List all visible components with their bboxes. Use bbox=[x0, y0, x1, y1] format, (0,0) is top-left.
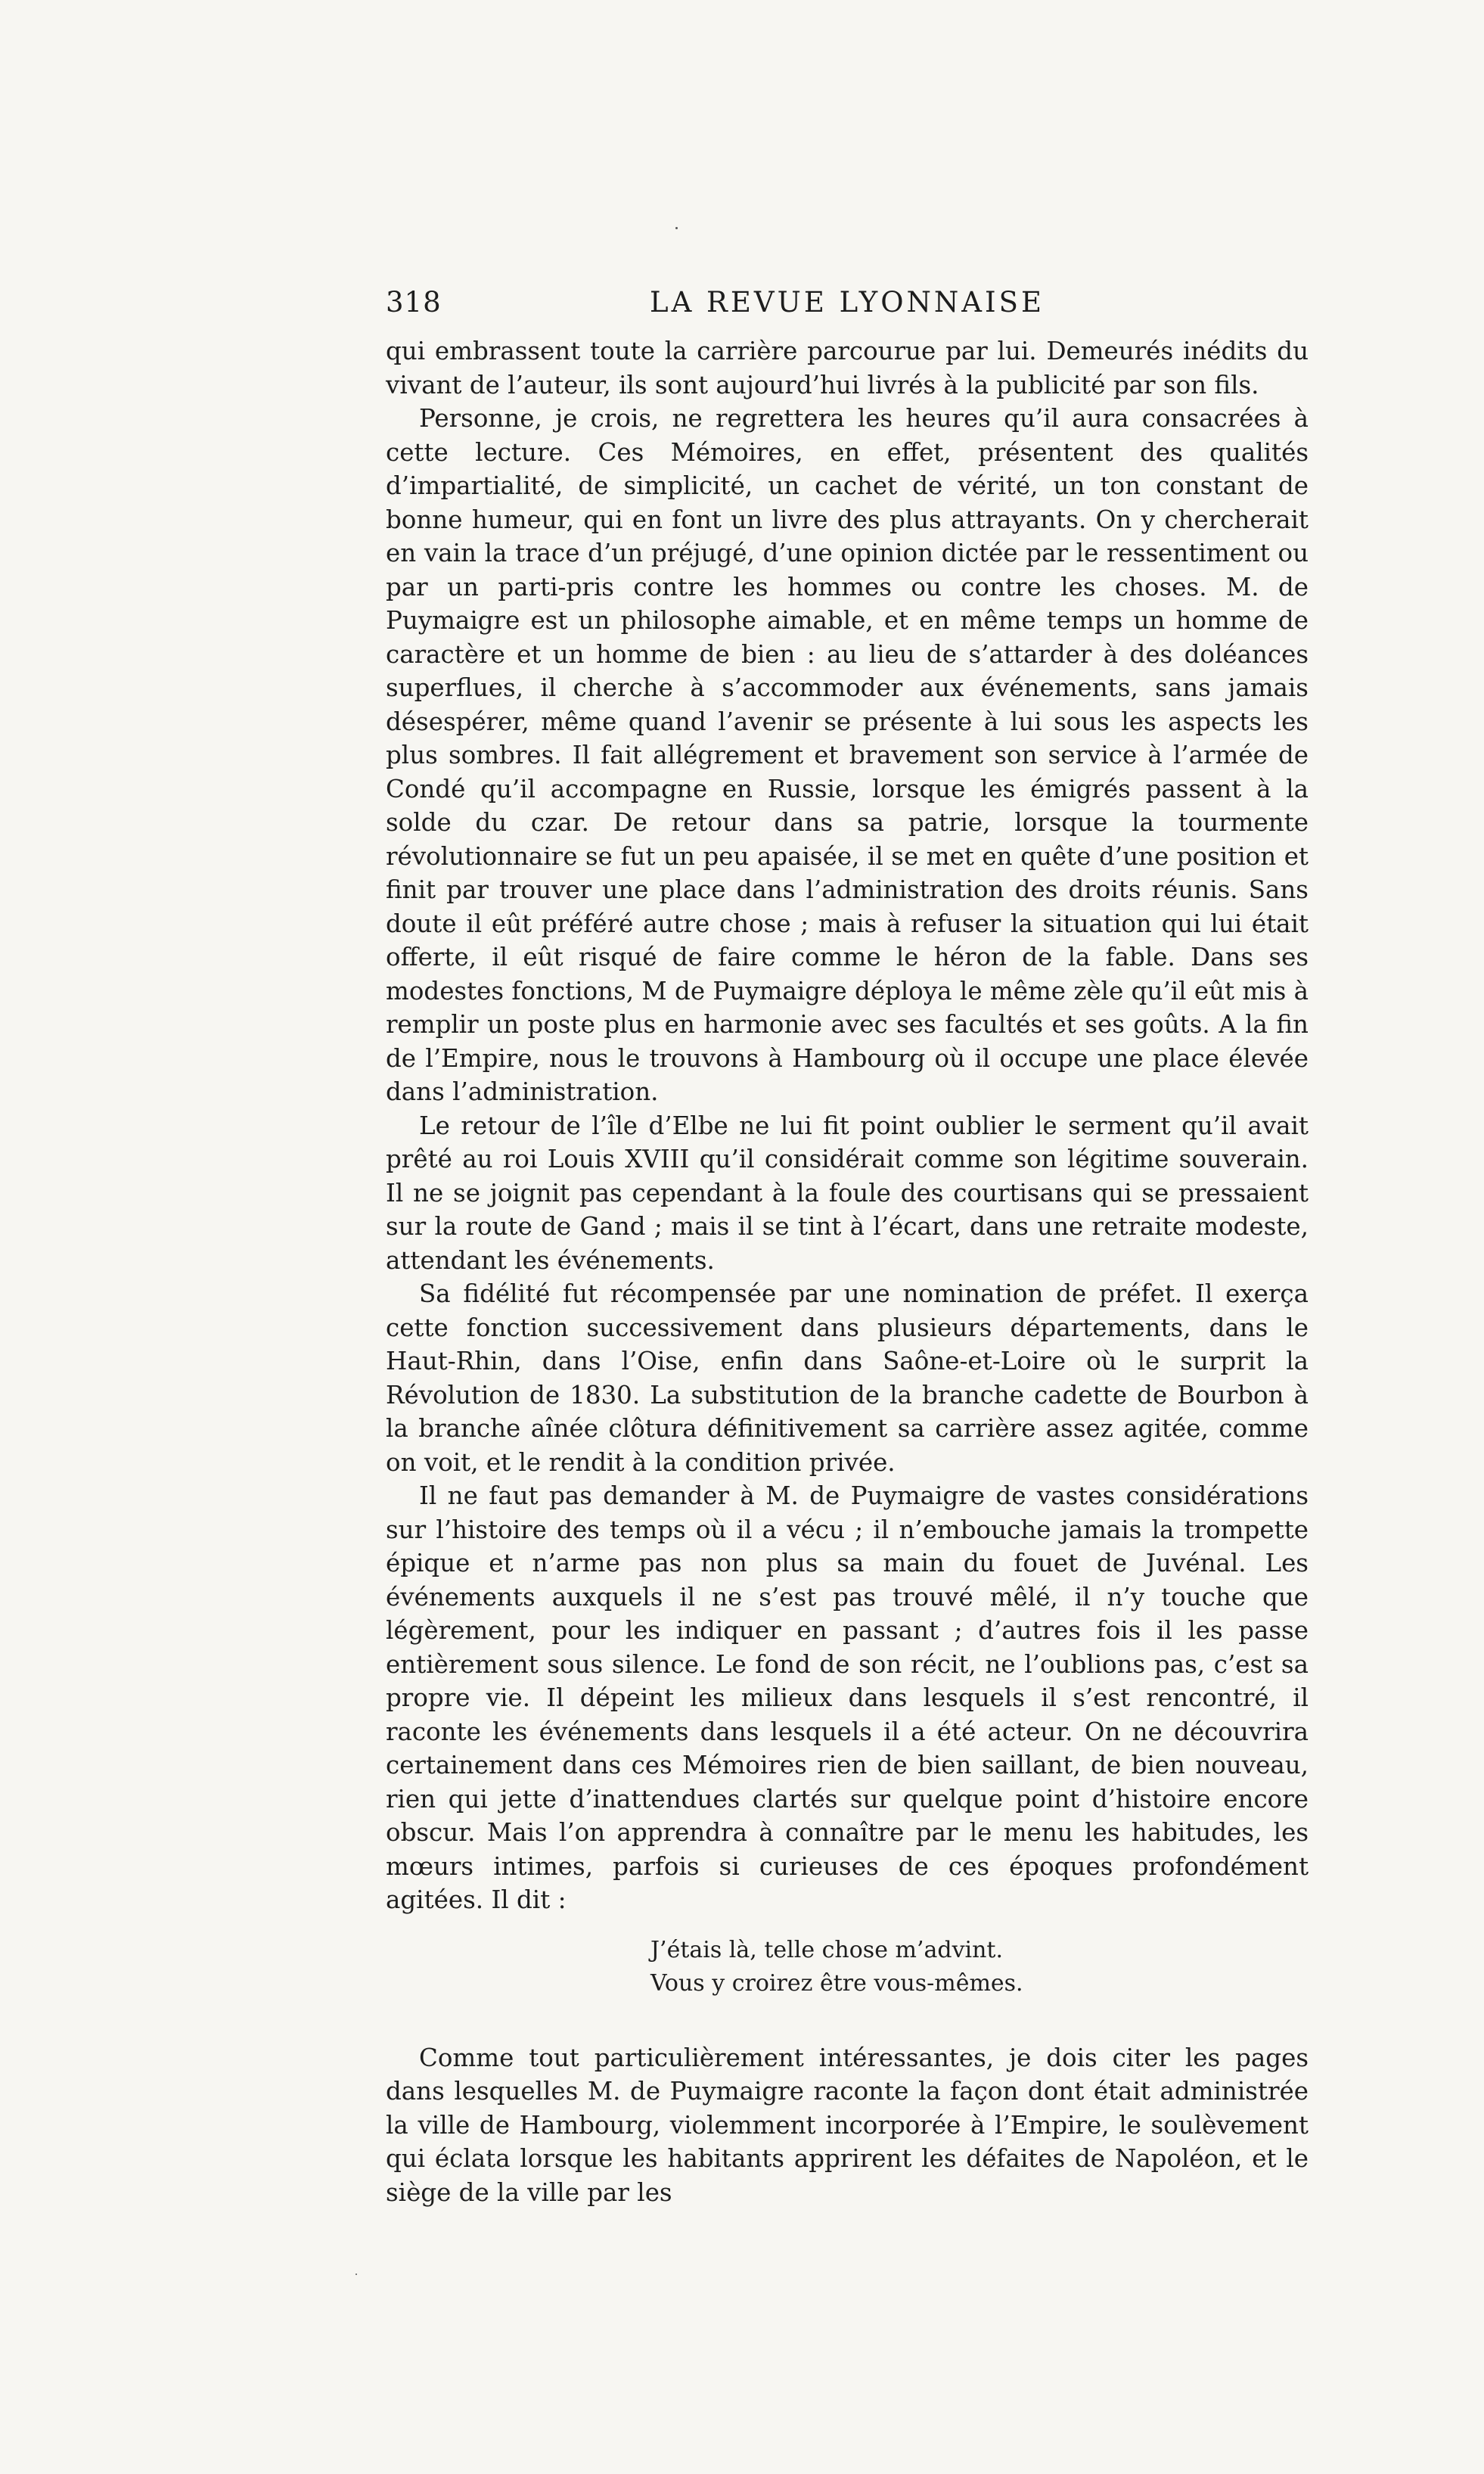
paragraph-history: Il ne faut pas demander à M. de Puymaigre de vastes considérations sur l’histoire des temps où il a vécu ; il n’embouche jamais la trompette épique et n’arme pas non plus sa main du fouet de Juvénal. Les événements auxquels il ne s’est pas trouvé mêlé, il n’y touche que légèrement, pour les indiquer en passant ; d’autres fois il les passe entièrement sous silence. Le fond de son récit, ne l’oublions pas, c’est sa propre vie. Il dépeint les milieux dans lesquels il s’est rencontré, il raconte les événements dans lesquels il a été acteur. On ne découvrira certainement dans ces Mémoires rien de bien saillant, de bien nouveau, rien qui jette d’inattendues clartés sur quelque point d’histoire encore obscur. Mais l’on apprendra à connaître par le menu les habitudes, les mœurs intimes, parfois si curieuses de ces époques profondément agitées. Il dit : bbox=[386, 1481, 1309, 1914]
speck-mark bbox=[355, 2274, 357, 2275]
page-header bbox=[386, 286, 1309, 328]
page-number: 318 bbox=[386, 286, 442, 319]
paragraph-elba-return: Le retour de l’île d’Elbe ne lui fit point oublier le serment qu’il avait prêté au roi Louis XVIII qu’il considérait comme son légitime souverain. Il ne se joignit pas cependant à la foule des courtisans qui se pressaient sur la route de Gand ; mais il se tint à l’écart, dans une retraite modeste, attendant les événements. bbox=[386, 1111, 1309, 1275]
verse-line: Vous y croirez être vous-mêmes. bbox=[650, 1970, 1023, 1997]
verse-line: J’étais là, telle chose m’advint. bbox=[650, 1936, 1004, 1963]
running-head: LA REVUE LYONNAISE bbox=[650, 286, 1045, 319]
body-text bbox=[386, 334, 1309, 2209]
paragraph-prefect: Sa fidélité fut récompensée par une nomination de préfet. Il exerça cette fonction successivement dans plusieurs départements, dans le Haut-Rhin, dans l’Oise, enfin dans Saône-et-Loire où le surprit la Révolution de 1830. La substitution de la branche cadette de Bourbon à la branche aînée clôtura définitivement sa carrière assez agitée, comme on voit, et le rendit à la condition privée. bbox=[386, 1279, 1309, 1477]
paragraph-hambourg: Comme tout particulièrement intéressantes, je dois citer les pages dans lesquelles M. de Puymaigre raconte la façon dont était administrée la ville de Hambourg, violemment incorporée à l’Empire, le soulèvement qui éclata lorsque les habitants apprirent les défaites de Napoléon, et le siège de la ville par les bbox=[386, 2043, 1309, 2207]
verse-quote bbox=[386, 1934, 1309, 2001]
speck-mark bbox=[675, 227, 678, 229]
paragraph-memoires-qualities: Personne, je crois, ne regrettera les heures qu’il aura consacrées à cette lecture. Ces Mémoires, en effet, présentent des qualités d’impartialité, de simplicité, un cachet de vérité, un ton constant de bonne humeur, qui en font un livre des plus attrayants. On y chercherait en vain la trace d’un préjugé, d’une opinion dictée par le ressentiment ou par un parti-pris contre les hommes ou contre les choses. M. de Puymaigre est un philosophe aimable, et en même temps un homme de caractère et un homme de bien : au lieu de s’attarder à des doléances superflues, il cherche à s’accommoder aux événements, sans jamais désespérer, même quand l’avenir se présente à lui sous les aspects les plus sombres. Il fait allégrement et bravement son service à l’armée de Condé qu’il accompagne en Russie, lorsque les émigrés passent à la solde du czar. De retour dans sa patrie, lorsque la tourmente révolutionnaire se fut un peu apaisée, il se met en quête d’une position et finit par trouver une place dans l’administration des droits réunis. Sans doute il eût préféré autre chose ; mais à refuser la situation qui lui était offerte, il eût risqué de faire comme le héron de la fable. Dans ses modestes fonctions, M de Puymaigre déploya le même zèle qu’il eût mis à remplir un poste plus en harmonie avec ses facultés et ses goûts. A la fin de l’Empire, nous le trouvons à Hambourg où il occupe une place élevée dans l’administration. bbox=[386, 404, 1309, 1106]
paragraph-continuation: qui embrassent toute la carrière parcourue par lui. Demeurés inédits du vivant de l’auteur, ils sont aujourd’hui livrés à la publicité par son fils. bbox=[386, 337, 1309, 399]
